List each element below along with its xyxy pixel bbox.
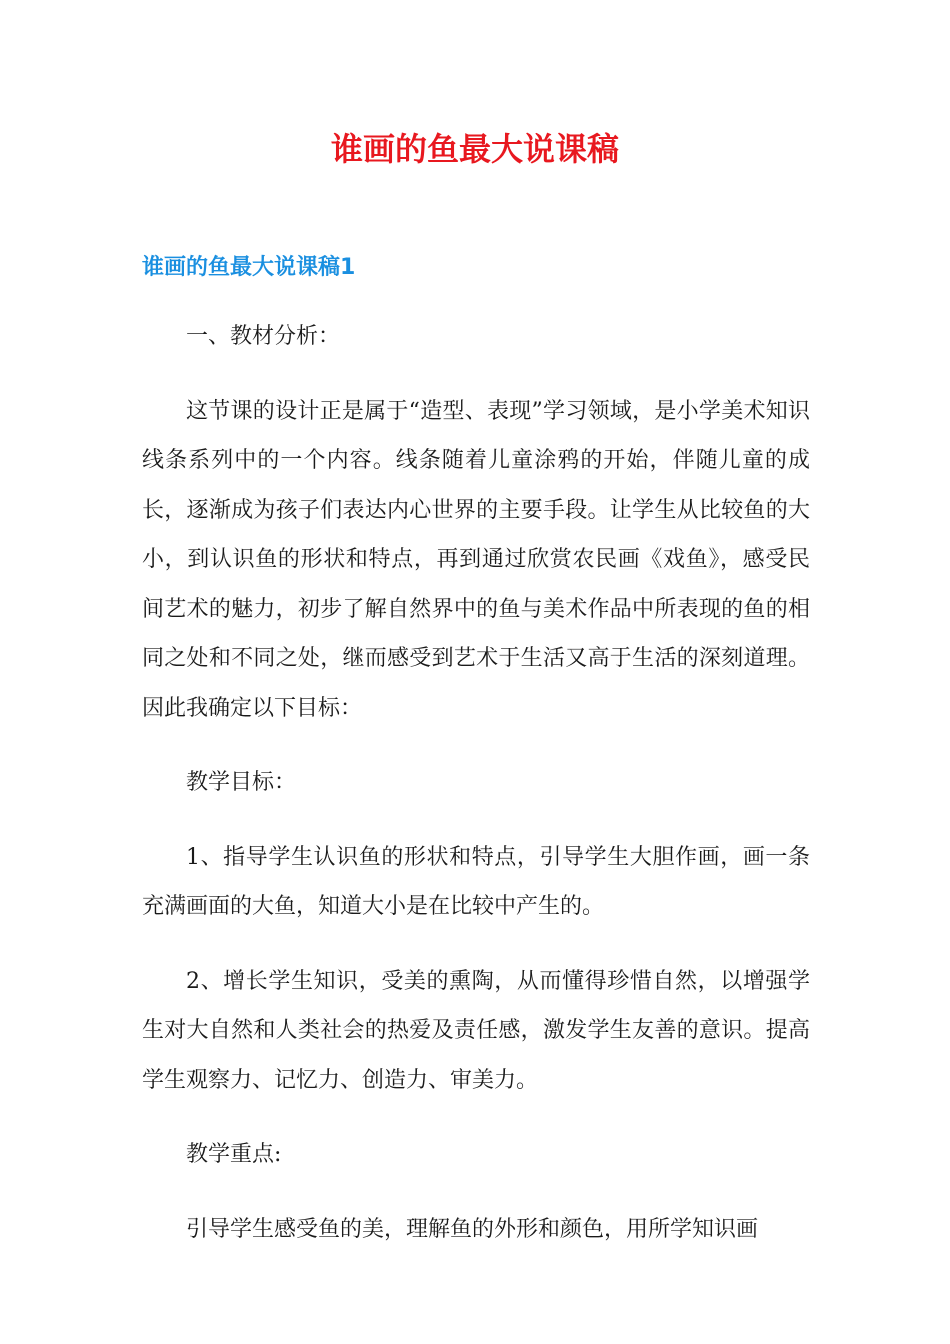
paragraph-textbook-analysis-heading: 一、教材分析： [186,324,341,349]
paragraph-textbook-analysis: 这节课的设计正是属于“造型、表现”学习领域，是小学美术知识线条系列中的一个内容。线条随着儿童涂鸦的开始，伴随儿童的成长，逐渐成为孩子们表达内心世界的主要手段。让学生从比较鱼的大小，到认识鱼的形状和特点，再到通过欣赏农民画《戏鱼》，感受民间艺术的魅力，初步了解自然界中的鱼与美术作品中所表现的鱼的相同之处和不同之处，继而感受到艺术于生活又高于生活的深刻道理。因此我确定以下目标： [142,398,810,721]
document-body [142,312,810,1279]
paragraph-goal-1: 1、指导学生认识鱼的形状和特点，引导学生大胆作画，画一条充满画面的大鱼，知道大小是在比较中产生的。 [142,844,810,919]
section-heading: 谁画的鱼最大说课稿1 [142,255,356,280]
paragraph-teaching-focus: 引导学生感受鱼的美，理解鱼的外形和颜色，用所学知识画 [186,1216,759,1242]
paragraph-teaching-goals-heading: 教学目标： [186,770,297,795]
paragraph-teaching-focus-heading: 教学重点: [186,1142,282,1167]
document-title: 谁画的鱼最大说课稿 [330,130,619,168]
paragraph-goal-2: 2、增长学生知识，受美的熏陶，从而懂得珍惜自然，以增强学生对大自然和人类社会的热爱及责任感，激发学生友善的意识。提高学生观察力、记忆力、创造力、审美力。 [142,968,810,1093]
